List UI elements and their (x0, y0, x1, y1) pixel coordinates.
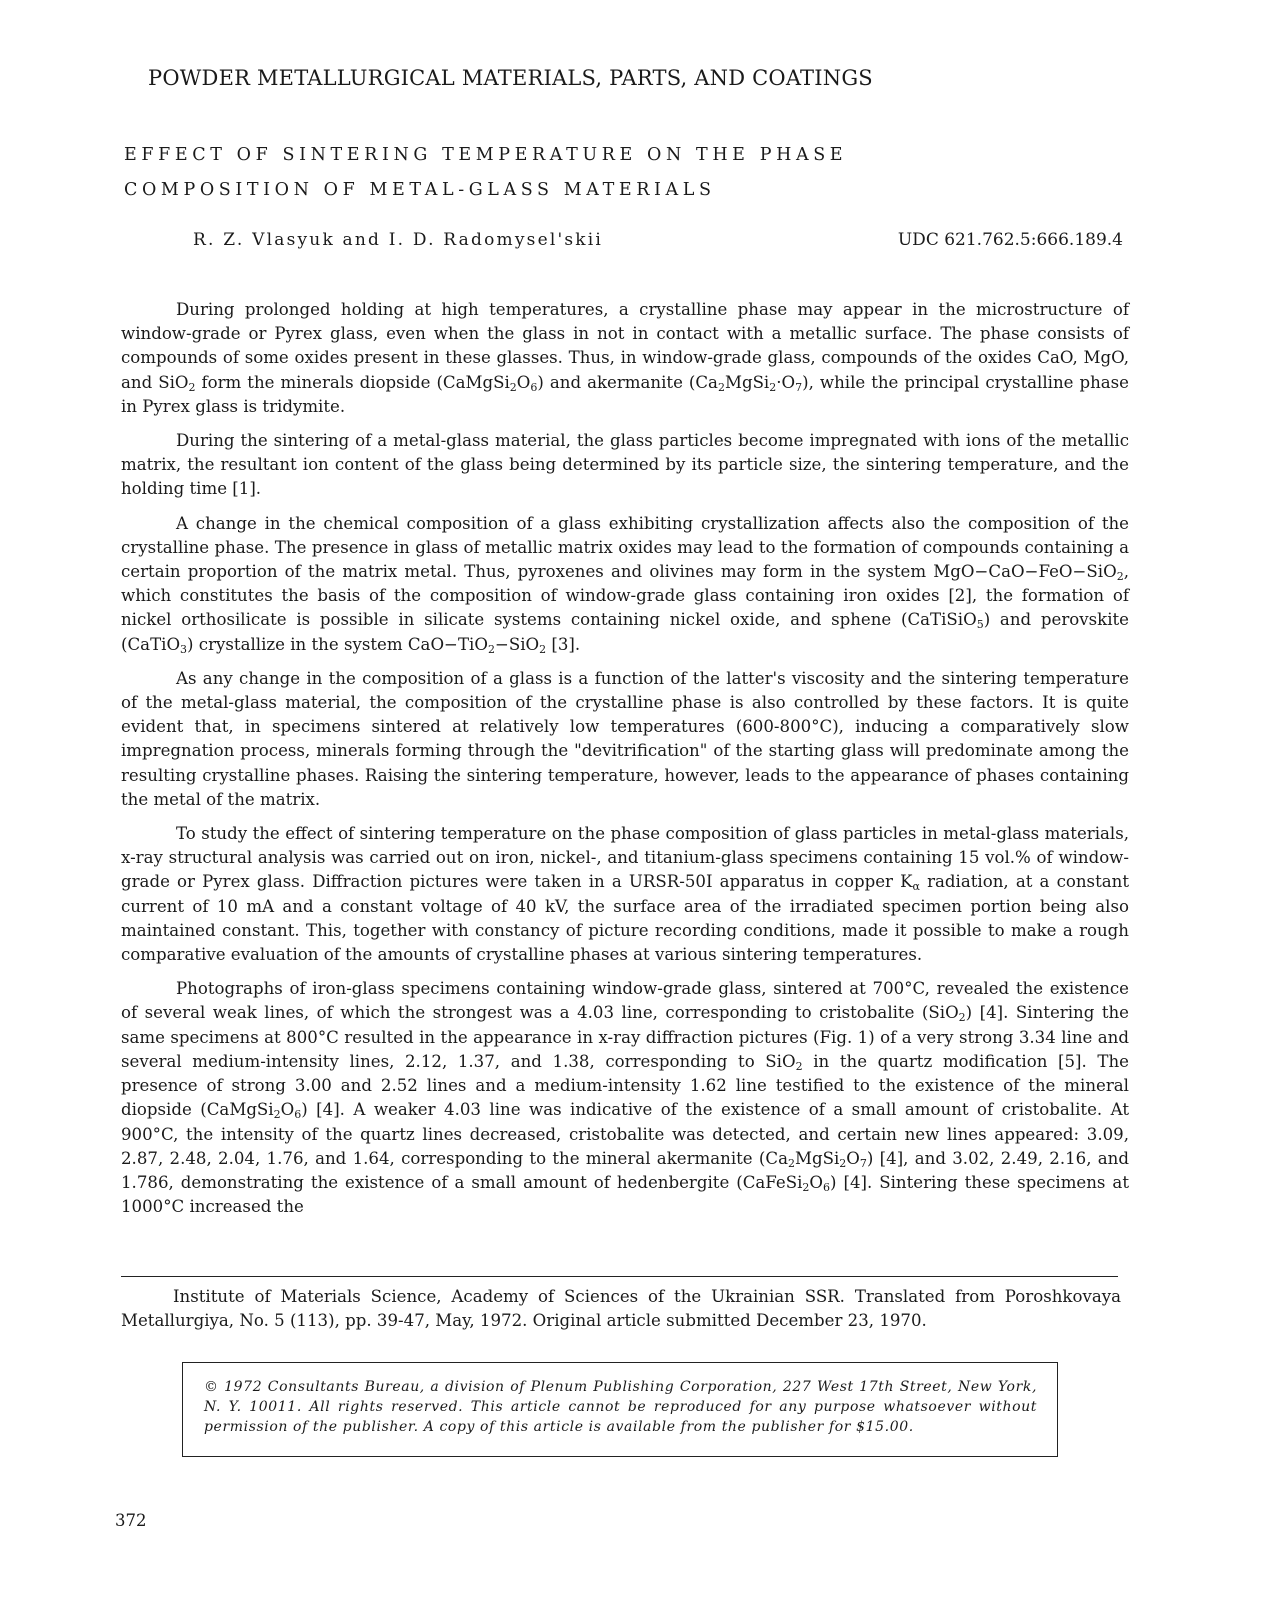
paragraph-5: To study the effect of sintering temperature on the phase composition of glass particles in metal-glass materials, x-ray structural analysis was carried out on iron, nickel-, and titanium-glass specimens containing 15 vol.% of window-grade or Pyrex glass. Diffraction pictures were taken in a URSR-50I apparatus in copper $K_\alpha$ radiation, at a constant current of 10 mA and a constant voltage of 40 kV, the surface area of the irradiated specimen portion being also maintained constant. This, together with constancy of picture recording conditions, made it possible to make a rough comparative evaluation of the amounts of crystalline phases at various sintering temperatures. (121, 824, 1129, 965)
section-heading: POWDER METALLURGICAL MATERIALS, PARTS, AND COATINGS (148, 66, 873, 90)
article-title-line-1: EFFECT OF SINTERING TEMPERATURE ON THE PHASE (124, 145, 848, 165)
authors: R. Z. Vlasyuk and I. D. Radomysel'skii (193, 230, 604, 250)
udc-code: UDC 621.762.5:666.189.4 (897, 230, 1123, 250)
article-body (121, 298, 1129, 1229)
paragraph-1: During prolonged holding at high temperatures, a crystalline phase may appear in the microstructure of window-grade or Pyrex glass, even when the glass in not in contact with a metallic surface. The phase consists of compounds of some oxides present in these glasses. Thus, in window-grade glass, compounds of the oxides CaO, MgO, and SiO$_2$ form the minerals diopside $(CaMgSi_2O_6)$ and akermanite $(Ca_2MgSi_2\cdot O_7)$, while the principal crystalline phase in Pyrex glass is tridymite. (121, 300, 1129, 416)
footnote-text: Institute of Materials Science, Academy of Sciences of the Ukrainian SSR. Translated from Poroshkovaya Metallurgiya, No. 5 (113), pp. 39-47, May, 1972. Original article submitted December 23, 1970. (121, 1287, 1121, 1330)
article-title-line-2: COMPOSITION OF METAL-GLASS MATERIALS (124, 180, 716, 200)
paragraph-2: During the sintering of a metal-glass material, the glass particles become impregnated with ions of the metallic matrix, the resultant ion content of the glass being determined by its particle size, the sintering temperature, and the holding time [1]. (121, 431, 1129, 499)
copyright-text: © 1972 Consultants Bureau, a division of Plenum Publishing Corporation, 227 West 17th Street, New York, N. Y. 10011. All rights reserved. This article cannot be reproduced for any purpose whatsoever without permission of the publisher. A copy of this article is available from the publisher for $15.00. (204, 1379, 1037, 1435)
paragraph-3: A change in the chemical composition of a glass exhibiting crystallization affects also the composition of the crystalline phase. The presence in glass of metallic matrix oxides may lead to the formation of compounds containing a certain proportion of the matrix metal. Thus, pyroxenes and olivines may form in the system MgO−CaO−FeO−SiO$_2$, which constitutes the basis of the composition of window-grade glass containing iron oxides [2], the formation of nickel orthosilicate is possible in silicate systems containing nickel oxide, and sphene (CaTiSiO$_5$) and perovskite (CaTiO$_3$) crystallize in the system CaO−TiO$_2$−SiO$_2$ [3]. (121, 513, 1129, 656)
footnote-divider (121, 1276, 1118, 1277)
affiliation-footnote (121, 1285, 1121, 1333)
paragraph-6: Photographs of iron-glass specimens containing window-grade glass, sintered at 700°C, revealed the existence of several weak lines, of which the strongest was a 4.03 line, corresponding to cristobalite (SiO$_2$) [4]. Sintering the same specimens at 800°C resulted in the appearance in x-ray diffraction pictures (Fig. 1) of a very strong 3.34 line and several medium-intensity lines, 2.12, 1.37, and 1.38, corresponding to SiO$_2$ in the quartz modification [5]. The presence of strong 3.00 and 2.52 lines and a medium-intensity 1.62 line testified to the existence of the mineral diopside $(CaMgSi_2O_6)$ [4]. A weaker 4.03 line was indicative of the existence of a small amount of cristobalite. At 900°C, the intensity of the quartz lines decreased, cristobalite was detected, and certain new lines appeared: 3.09, 2.87, 2.48, 2.04, 1.76, and 1.64, corresponding to the mineral akermanite $(Ca_2MgSi_2O_7)$ [4], and 3.02, 2.49, 2.16, and 1.786, demonstrating the existence of a small amount of hedenbergite $(CaFeSi_2O_6)$ [4]. Sintering these specimens at 1000°C increased the (121, 979, 1129, 1217)
page-number: 372 (115, 1511, 147, 1530)
paragraph-4: As any change in the composition of a glass is a function of the latter's viscosity and the sintering temperature of the metal-glass material, the composition of the crystalline phase is also controlled by these factors. It is quite evident that, in specimens sintered at relatively low temperatures (600-800°C), inducing a comparatively slow impregnation process, minerals forming through the "devitrification" of the starting glass will predominate among the resulting crystalline phases. Raising the sintering temperature, however, leads to the appearance of phases containing the metal of the matrix. (121, 668, 1129, 809)
copyright-notice (182, 1362, 1058, 1457)
